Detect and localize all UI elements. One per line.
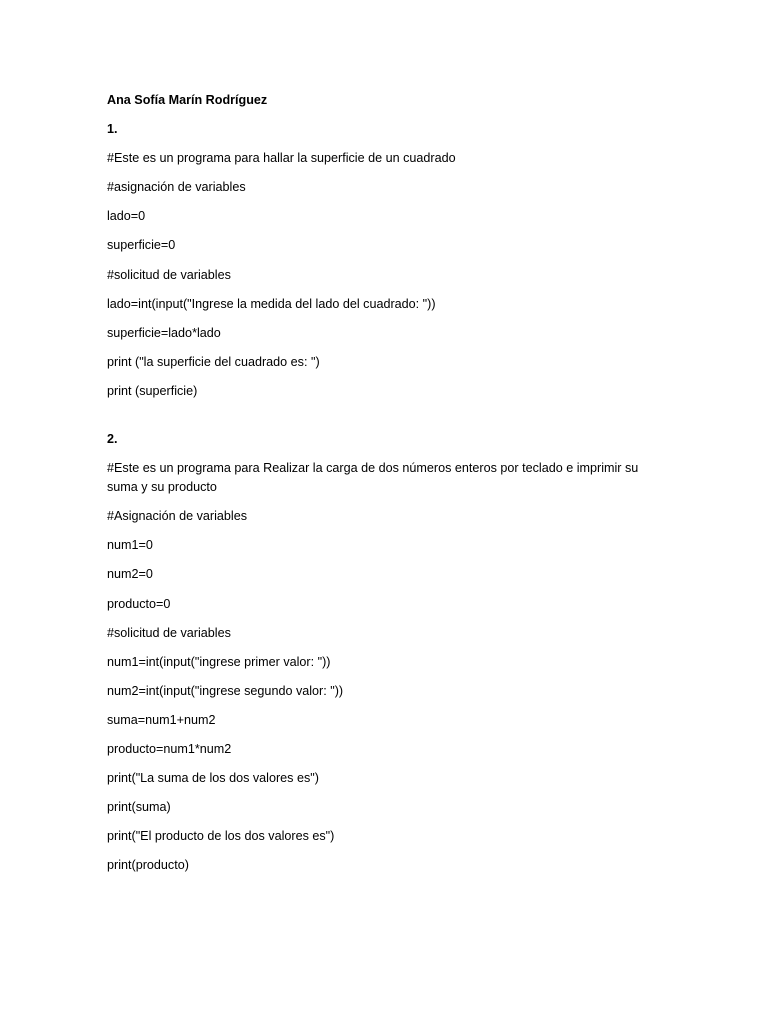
- exercise-1-line: superficie=0: [107, 238, 176, 253]
- exercise-2-line: print("El producto de los dos valores es"): [107, 829, 335, 844]
- exercise-2-line: print(producto): [107, 858, 189, 873]
- exercise-1-line: superficie=lado*lado: [107, 325, 221, 340]
- exercise-2-line: producto=0: [107, 596, 171, 611]
- document-page: [107, 91, 647, 885]
- exercise-2-line: suma=num1+num2: [107, 712, 216, 727]
- exercise-2-description: #Este es un programa para Realizar la carga de dos números enteros por teclado e imprimir su suma y su producto: [107, 461, 639, 495]
- exercise-2-line: #solicitud de variables: [107, 625, 231, 640]
- exercise-2-line: print("La suma de los dos valores es"): [107, 771, 319, 786]
- exercise-2-line: print(suma): [107, 800, 171, 815]
- exercise-2-line: num1=0: [107, 538, 153, 553]
- exercise-2-line: num2=0: [107, 567, 153, 582]
- exercise-2-line: num2=int(input("ingrese segundo valor: ")): [107, 683, 344, 698]
- exercise-2-line: num1=int(input("ingrese primer valor: ")): [107, 654, 331, 669]
- exercise-1-line: lado=int(input("Ingrese la medida del lado del cuadrado: ")): [107, 296, 436, 311]
- exercise-1-line: print (superficie): [107, 383, 198, 398]
- author-name: Ana Sofía Marín Rodríguez: [107, 93, 268, 107]
- exercise-1-line: lado=0: [107, 209, 146, 224]
- exercise-2-number: 2.: [107, 432, 118, 447]
- exercise-1-number: 1.: [107, 122, 118, 137]
- exercise-1-line: #solicitud de variables: [107, 267, 231, 282]
- exercise-1-line: #asignación de variables: [107, 180, 246, 195]
- exercise-1-line: #Este es un programa para hallar la superficie de un cuadrado: [107, 151, 456, 166]
- exercise-1-line: print ("la superficie del cuadrado es: "): [107, 354, 320, 369]
- exercise-2-line: #Asignación de variables: [107, 509, 248, 524]
- section-spacer: [107, 411, 647, 430]
- exercise-2-line: producto=num1*num2: [107, 741, 232, 756]
